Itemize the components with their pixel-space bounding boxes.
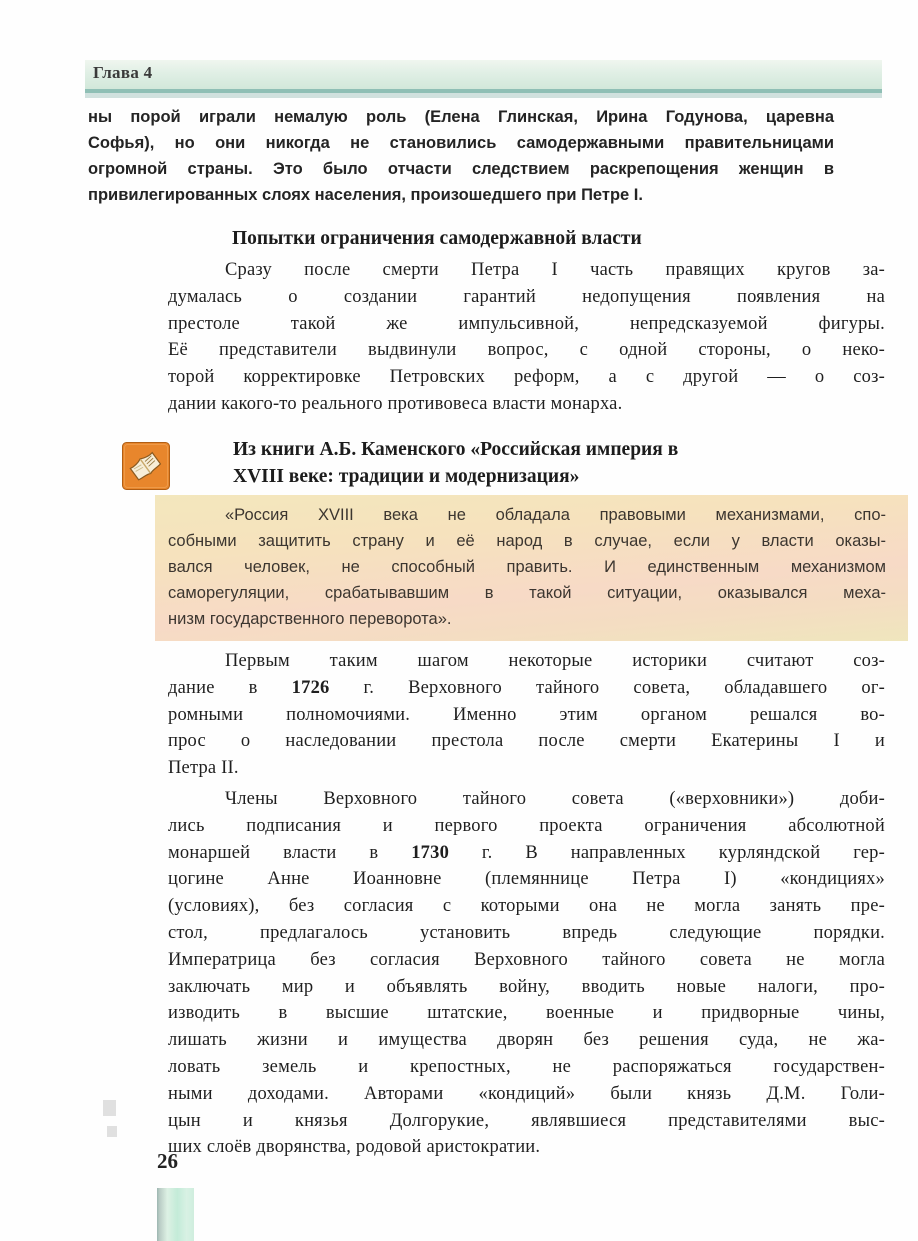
body-paragraph-2: Первым таким шагом некоторые историки считают соз- дание в 1726 г. Верховного тайного совета, обладавшего ог- ромными полномочиями. Именно этим органом решался во- прос о наследовании престола после смерти Екатерины I и Петра II. [168,651,885,779]
scan-smudge [103,1100,116,1116]
intro-paragraph: ны порой играли немалую роль (Елена Глинская, Ирина Годунова, царевна Софья), но они никогда не становились самодержавными правительницами огромной страны. Это было отчасти следствием раскрепощения женщин в привилегированных слоях населения, произошедшего при Петре I. [88,108,834,204]
bottom-corner-bar [157,1188,194,1241]
source-heading: Из книги А.Б. Каменского «Российская империя в XVIII веке: традиции и модернизация» [233,439,679,487]
scan-smudge [107,1126,117,1137]
quote-text: «Россия XVIII века не обладала правовыми механизмами, спо- собными защитить страну и её народ в случае, если у власти оказы- вался человек, не способный править. И единственным механизмом саморегуляции, срабатывавшим в такой ситуации, оказывался меха- низм государственного переворота». [168,506,886,628]
section-heading: Попытки ограничения самодержавной власти [232,228,642,249]
page-number: 26 [157,1149,178,1173]
open-book-icon [122,442,170,490]
chapter-header-band [85,60,882,93]
body-paragraph-1: Сразу после смерти Петра I часть правящих кругов за- думалась о создании гарантий недопущения появления на престоле такой же импульсивной, непредсказуемой фигуры. Её представители выдвинули вопрос, с одной стороны, о неко- торой корректировке Петровских реформ, а с другой — о соз- дании какого-то реального противовеса власти монарха. [168,260,885,414]
body-paragraph-3: Члены Верховного тайного совета («верховники») доби- лись подписания и первого проекта ограничения абсолютной монаршей власти в 1730 г. В направленных курляндской гер- цогине Анне Иоанновне (племяннице Петра I) «кондициях» (условиях), без согласия с которыми она не могла занять пре- стол, предлагалось установить впредь следующие порядки. Императрица без согласия Верховного тайного совета не могла заключать мир и объявлять войну, вводить новые налоги, про- изводить в высшие штатские, военные и придворные чины, лишать жизни и имущества дворян без решения суда, не жа- ловать земель и крепостных, не распоряжаться государствен- ными доходами. Авторами «кондиций» были князь Д.М. Голи- цын и князья Долгорукие, являвшиеся представителями выс- ших слоёв дворянства, родовой аристократии. [168,789,885,1158]
chapter-label: Глава 4 [93,63,153,82]
quote-highlight-box [155,495,908,641]
